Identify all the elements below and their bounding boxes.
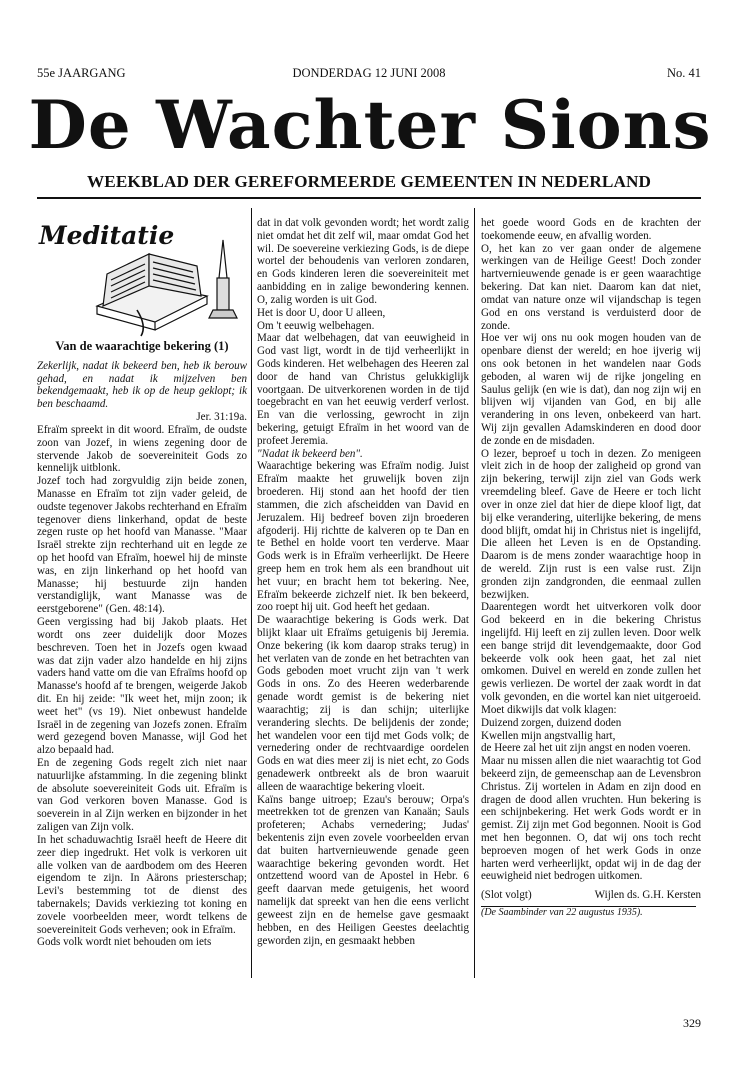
masthead-subtitle: WEEKBLAD DER GEREFORMEERDE GEMEENTEN IN NEDERLAND — [86, 172, 652, 191]
page-number: 329 — [683, 1016, 701, 1030]
column-divider-2 — [474, 208, 475, 978]
paragraph: En de zegening Gods regelt zich niet naar natuurlijke afstamming. In die zegening blinkt de absolute soevereiniteit Gods uit. Efraïm is van God verkoren boven Manasse. God is soeverein in al Zijn werken en bijzonder in het zaligen van Zijn volk. — [37, 757, 247, 834]
paragraph: O, het kan zo ver gaan onder de algemene werkingen van de Heilige Geest! Doch zonder hartvernieuwende genade is er geen waarachtige bekering. Dat kan niet. Daarom kan dat niet, omdat van nature onze wil vijandschap is tegen God en ons verstand is verduisterd door de zonde. — [481, 242, 701, 332]
meditatie-logo — [37, 208, 247, 338]
paragraph: O lezer, beproef u toch in dezen. Zo menigeen vleit zich in de hoop der zaligheid op grond van zijn bekering, terwijl zijn ziel van Gods werk vreemdeling bleef. Gave de Heere er toch licht over in onze ziel dat hier de diepe kloof ligt, dat bij elke verandering, uiterlijke bekering, de mens dood blijft, omdat hij in Christus niet is ingelijfd, Die alleen het Leven is en de Opstanding. Daarom is de mens zonder waarachtige hoop in de wereld. Zijn rust is een valse rust. Zijn gronden zijn zandgronden, die eenmaal zullen bezwijken. — [481, 447, 701, 601]
slot-volgt: (Slot volgt) — [481, 889, 532, 902]
intro-quote: Zekerlijk, nadat ik bekeerd ben, heb ik berouw gehad, en nadat ik mijzelven ben bekendgemaakt, heb ik op de heup geklopt; ik ben beschaamd. — [37, 359, 247, 411]
article-title — [37, 340, 247, 353]
verse-line: Het is door U, door U alleen, — [257, 306, 386, 319]
column-3 — [481, 217, 701, 920]
issue-date: DONDERDAG 12 JUNI 2008 — [292, 66, 446, 80]
volume-label: 55e JAARGANG — [37, 66, 126, 80]
quote-line: "Nadat ik bekeerd ben". — [257, 447, 363, 460]
top-line — [37, 66, 701, 82]
signature-line — [481, 889, 701, 902]
paragraph: de Heere zal het uit zijn angst en noden voeren. — [481, 742, 691, 755]
verse-line: Kwellen mijn angstvallig hart, — [481, 729, 616, 742]
intro-reference: Jer. 31:19a. — [196, 411, 247, 424]
paragraph: Daarentegen wordt het uitverkoren volk door God bekeerd en in die bekering Christus ingelijfd. Hij leeft en zij zullen leven. Door welk een bange strijd dit levendgemaakte, door God bekeerde volk ook heen gaat, het zal niet omkomen. Duivel en wereld en zonde zullen het gewis verliezen. De wortel der zaak wordt in dat volk gevonden, en die wortel kan niet uitgeroeid. Moet dikwijls dat volk klagen: — [481, 601, 701, 716]
paragraph: Jozef toch had zorgvuldig zijn beide zonen, Manasse en Efraïm tot zijn vader geleid, de oudste tegenover Jakobs rechterhand en Efraïm tegenover diens linkerhand, opdat de beste zegen ruste op het hoofd van Manasse. "Maar Israël strekte zijn rechterhand uit en legde ze op het hoofd van Efraïm, hoewel hij de minste was, en zijn linkerhand op het hoofd van Manasse; hij bestuurde zijn handen verstandiglijk, want Manasse was de eerstgeborene" (Gen. 48:14). — [37, 475, 247, 616]
paragraph: dat in dat volk gevonden wordt; het wordt zalig niet omdat het dit zelf wil, maar omdat God het wil. De soevereine verkiezing Gods, is de diepe wortel der behoudenis van verloren zondaren, en Gods kinderen leren die soevereiniteit met aanbidding en in zalige bewondering kennen. O, zalig worden is uit God. — [257, 217, 469, 306]
paragraph: Waarachtige bekering was Efraïm nodig. Juist Efraïm maakte het gruwelijk boven zijn broederen. Hij stond aan het hoofd der tien stammen, die zich afscheidden van David en Jeruzalem. Hij bedreef boven zijn broederen afgoderij. Hij richtte de kalveren op te Dan en te Bethel en holde voort ten verderve. Maar Gods werk is in Efraïm verheerlijkt. De Heere greep hem en trok hem als een brandhout uit het vuur; en bracht hem tot bekering. Nee, Efraïm bekeerde zichzelf niet. Ik ben bekeerd, zoo roept hij uit. God heeft het gedaan. — [257, 460, 469, 614]
article-title-text: Van de waarachtige bekering — [55, 339, 211, 353]
paragraph: Geen vergissing had bij Jakob plaats. Het wordt ons zeer duidelijk door Mozes beschreven. Toen het in Jozefs ogen kwaad was dat zijn vader alzo handelde en hij zijns vaders hand vatte om die van Efraïms hoofd op Manasse's hoofd af te brengen, weigerde Jakob dit. En hij zeide: "Ik weet het, mijn zoon; ik weet het" (vs 19). Niet onbewust handelde Israël in de zegening van Jozefs zonen. Efraïm werd gezegend boven Manasse, wijl God het alzo bepaald had. — [37, 616, 247, 757]
author: Wijlen ds. G.H. Kersten — [594, 889, 701, 902]
paragraph: Kaïns bange uitroep; Ezau's berouw; Orpa's meetrekken tot de grenzen van Kanaän; Sauls profeteren; Achabs vernedering; Judas' bekentenis zijn even zovele voorbeelden ervan dat buiten hartvernieuwende genade geen waarachtige bekering gevonden wordt. Het ontzettend woord van de Apostel in Hebr. 6 geeft daarvan mede getuigenis, het woord namelijk dat spreekt van hen die eens verlicht geweest zijn en de hemelse gave gesmaakt hebben, en des Heiligen Geestes deelachtig geworden zijn, en gesmaakt hebben — [257, 793, 469, 947]
column-1 — [37, 208, 247, 949]
paragraph: Hoe ver wij ons nu ook mogen houden van de openbare dienst der wereld; en hoe ijverig wij ons ook betonen in het wandelen naar Gods geboden, al waren wij de rijke jongeling en Saulus gelijk (en wie is dat), dan nog zijn wij en blijven wij vijanden van God, en bij alle verandering in ons leven, onbekeerd van hart. Wij zijn gevallen Adamskinderen en dood door de zonde en de misdaden. — [481, 332, 701, 447]
source-note: (De Saambinder van 22 augustus 1935). — [481, 907, 643, 919]
paragraph: Maar nu missen allen die niet waarachtig tot God bekeerd zijn, de gemeenschap aan de Levensbron Christus. Zij wortelen in Adam en zijn dood en dragen de dood allen vruchten. Hun bekering is een schijnbekering. Het werk Gods wordt er in gemist. Zij zijn met God begonnen. Nooit is God met hen begonnen. O, dat wij ons toch recht beproeven mogen of het werk Gods in onze harten werd verheerlijkt, opdat wij in de dag der eeuwigheid niet bedrogen uitkomen. — [481, 755, 701, 883]
verse-line: Duizend zorgen, duizend doden — [481, 716, 622, 729]
paragraph: Maar dat welbehagen, dat van eeuwigheid in God vast ligt, wordt in de tijd verheerlijkt in Gods kinderen. Het welbehagen des Heeren zal door de hand van Christus gelukkiglijk voortgaan. De uitverkorenen worden in de tijd toegebracht en van het eeuwig verderf verlost. En van die verlossing, gewrocht in zijn bekering, getuigt Efraïm in het woord van de profeet Jeremia. — [257, 332, 469, 447]
masthead-title: De Wachter Sions — [28, 86, 712, 164]
open-bible-icon — [37, 214, 247, 338]
masthead-rule — [37, 197, 701, 199]
paragraph: In het schaduwachtig Israël heeft de Heere dit zeer diep ingedrukt. Het volk is verkoren uit alle volken van de aardbodem om des Heeren eigendom te zijn. In Aärons priesterschap; Levi's bestemming tot de dienst des tabernakels; Davids verkiezing tot koning en zovele voorbeelden meer, wordt telkens de soevereiniteit Gods verheven; ook in Efraïm. — [37, 833, 247, 936]
verse-line: Om 't eeuwig welbehagen. — [257, 319, 375, 332]
column-divider-1 — [251, 208, 252, 978]
issue-number: No. 41 — [666, 66, 701, 80]
paragraph: De waarachtige bekering is Gods werk. Dat blijkt klaar uit Efraïms getuigenis bij Jeremia. Onze bekering (ik kom daarop straks terug) in het verlaten van de zonde en het betrachten van Gods geboden moet vrucht zijn van 't werk Gods in ons. Zo des Heeren wederbarende genade wordt gemist is de bekering niet waarachtig; zij is dan schijn; uiterlijke verandering slechts. De belijdenis der zonde; het wandelen voor een tijd met Gods volk; de vernedering onder de rechtvaardige oordelen Gods en wat dies meer zij is niet echt, zo Gods genadewerk ontbreekt als de bron waaruit alleen de waarachtige bekering vloeit. — [257, 614, 469, 793]
paragraph: het goede woord Gods en de krachten der toekomende eeuw, en afvallig worden. — [481, 217, 701, 242]
column-2 — [257, 217, 469, 947]
article-title-part: (1) — [214, 339, 229, 353]
paragraph: Gods volk wordt niet behouden om iets — [37, 936, 212, 949]
paragraph: Efraïm spreekt in dit woord. Efraïm, de oudste zoon van Jozef, in wiens zegening door de stervende Jakob de soevereiniteit Gods zo kennelijk uitblonk. — [37, 423, 247, 475]
logo-word: Meditatie — [39, 221, 175, 250]
